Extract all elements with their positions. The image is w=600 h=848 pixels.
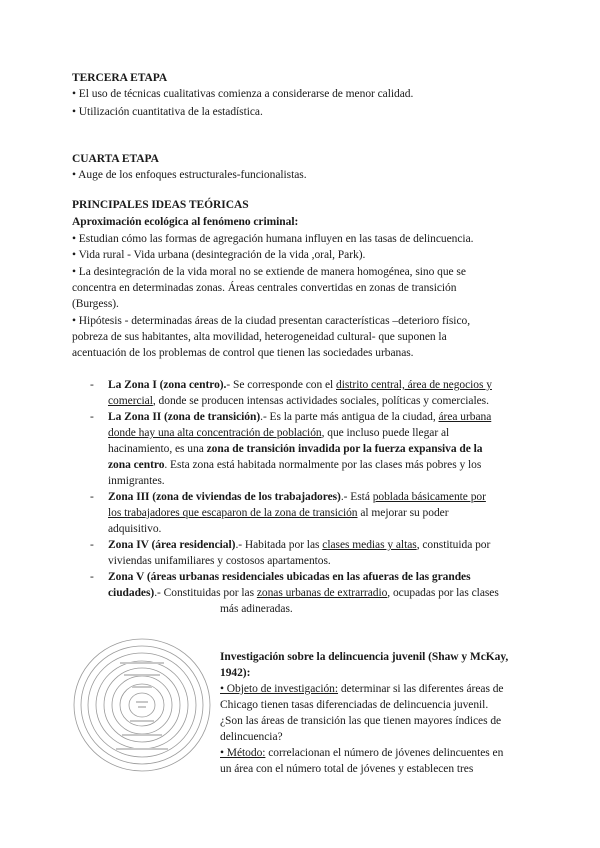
research-method-label: • Método: (220, 747, 266, 759)
zone-2-line-5: inmigrantes. (108, 475, 165, 487)
zone-2-bold-1: zona de transición invadida por la fuerza expansiva de la (206, 443, 483, 455)
zone-2-line-3 (108, 441, 482, 457)
zone-5-text-1: .- Constituidas por las (154, 587, 257, 599)
zone-1-underline-2: comercial (108, 395, 153, 407)
research-method-text-1: correlacionan el número de jóvenes delincuentes en (265, 747, 504, 759)
diagram-mark-7 (120, 662, 164, 664)
zone-ring-5 (104, 668, 180, 742)
zone-4-text-1: .- Habitada por las (235, 539, 323, 551)
diagram-mark-5 (124, 674, 160, 676)
zone-3-underline-2: los trabajadores que escaparon de la zona de transición (108, 507, 358, 519)
zone-2-line-1 (108, 409, 491, 425)
ideas-line-4: concentra en determinadas zonas. Áreas centrales convertidas en zonas de transición (72, 282, 457, 294)
zone-3-title: Zona III (zona de viviendas de los trabajadores) (108, 491, 341, 503)
ideas-line-7: pobreza de sus habitantes, alta movilidad, heterogeneidad cultural- que suponen la (72, 331, 447, 343)
zone-2-underline-1: área urbana (438, 411, 492, 423)
zone-ring-7 (120, 684, 164, 726)
zone-4-underline-1: clases medias y altas (322, 539, 417, 551)
zone-4-line-2: viviendas unifamiliares y costosos apartamentos. (108, 555, 331, 567)
ideas-line-2: • Vida rural - Vida urbana (desintegración de la vida ,oral, Park). (72, 249, 366, 261)
zone-5-line-3: más adineradas. (220, 603, 293, 615)
diagram-mark-3 (132, 686, 152, 688)
zone-1-text-2: , donde se producen intensas actividades sociales, políticas y comerciales. (152, 395, 489, 407)
zone-5-text-2: , ocupadas por las clases (387, 587, 499, 599)
zone-2-title: La Zona II (zona de transición) (108, 411, 261, 423)
ideas-line-6: • Hipótesis - determinadas áreas de la ciudad presentan características –deterioro físico, (72, 315, 471, 327)
zone-2-underline-2: donde hay una alta concentración de población (108, 427, 322, 439)
zone-2-text-1: .- Es la parte más antigua de la ciudad, (260, 411, 439, 423)
zone-ring-8 (129, 693, 155, 717)
zone-5-title-1: Zona V (áreas urbanas residenciales ubicadas en las afueras de las grandes (108, 571, 471, 583)
heading-ideas-teoricas: PRINCIPALES IDEAS TEÓRICAS (72, 199, 249, 211)
research-method-line-1 (220, 745, 503, 761)
diagram-mark-6 (122, 734, 162, 736)
research-objective-line-4: delincuencia? (220, 731, 283, 743)
concentric-zones-diagram (72, 610, 212, 775)
zone-2-line-4 (108, 457, 481, 473)
list-dash-zone-5: - (90, 571, 94, 583)
zone-3-text-2: al mejorar su poder (357, 507, 449, 519)
diagram-mark-1 (136, 701, 148, 703)
diagram-mark-2 (138, 706, 146, 708)
diagram-mark-4 (130, 720, 154, 722)
zone-1-line-2 (108, 393, 489, 409)
research-objective-text-1: determinar si las diferentes áreas de (338, 683, 504, 695)
zone-1-text-1: - Se corresponde con el (226, 379, 336, 391)
research-title-1: Investigación sobre la delincuencia juvenil (Shaw y McKay, (220, 651, 509, 663)
zone-2-bold-2: zona centro (108, 459, 165, 471)
zone-1-title: La Zona I (zona centro). (108, 379, 227, 391)
zone-3-line-2 (108, 505, 448, 521)
research-method-line-2: un área con el número total de jóvenes y establecen tres (220, 763, 474, 775)
zone-5-line-2 (108, 585, 499, 601)
list-dash-zone-3: - (90, 491, 94, 503)
zone-ring-1 (74, 639, 210, 771)
ideas-line-8: acentuación de los problemas de control que tienen las sociedades urbanas. (72, 347, 414, 359)
list-dash-zone-2: - (90, 411, 94, 423)
list-dash-zone-4: - (90, 539, 94, 551)
zone-3-line-1 (108, 489, 486, 505)
subheading-aproximacion: Aproximación ecológica al fenómeno criminal: (72, 216, 299, 228)
bullet-tercera-2: • Utilización cuantitativa de la estadística. (72, 106, 263, 118)
zone-2-text-3: hacinamiento, es una (108, 443, 207, 455)
ideas-line-1: • Estudian cómo las formas de agregación humana influyen en las tasas de delincuencia. (72, 233, 474, 245)
heading-cuarta-etapa: CUARTA ETAPA (72, 153, 159, 165)
zone-2-text-2: , que incluso puede llegar al (321, 427, 450, 439)
zone-4-title: Zona IV (área residencial) (108, 539, 236, 551)
research-objective-line-2: Chicago tienen tasas diferenciadas de delincuencia juvenil. (220, 699, 489, 711)
research-objective-label: • Objeto de investigación: (220, 683, 339, 695)
bullet-tercera-1: • El uso de técnicas cualitativas comienza a considerarse de menor calidad. (72, 88, 414, 100)
research-title-2: 1942): (220, 667, 251, 679)
zone-3-underline-1: poblada básicamente por (372, 491, 486, 503)
zone-3-line-3: adquisitivo. (108, 523, 162, 535)
ideas-line-3: • La desintegración de la vida moral no se extiende de manera homogénea, sino que se (72, 266, 466, 278)
list-dash-zone-1: - (90, 379, 94, 391)
zone-1-line-1 (108, 377, 492, 393)
zone-4-line-1 (108, 537, 490, 553)
zone-4-text-2: , constituida por (416, 539, 491, 551)
research-objective-line-1 (220, 681, 503, 697)
zone-5-underline-1: zonas urbanas de extrarradio (256, 587, 388, 599)
zone-3-text-1: .- Está (340, 491, 373, 503)
research-objective-line-3: ¿Son las áreas de transición las que tienen mayores índices de (220, 715, 502, 727)
zone-5-title-2: ciudades) (108, 587, 155, 599)
bullet-cuarta-1: • Auge de los enfoques estructurales-funcionalistas. (72, 169, 307, 181)
diagram-mark-8 (116, 748, 168, 750)
zone-2-line-2 (108, 425, 449, 441)
zone-1-underline-1: distrito central, área de negocios y (336, 379, 492, 391)
heading-tercera-etapa: TERCERA ETAPA (72, 72, 168, 84)
ideas-line-5: (Burgess). (72, 298, 119, 310)
zone-ring-6 (112, 676, 172, 734)
zone-2-text-4: . Esta zona está habitada normalmente por las clases más pobres y los (164, 459, 482, 471)
